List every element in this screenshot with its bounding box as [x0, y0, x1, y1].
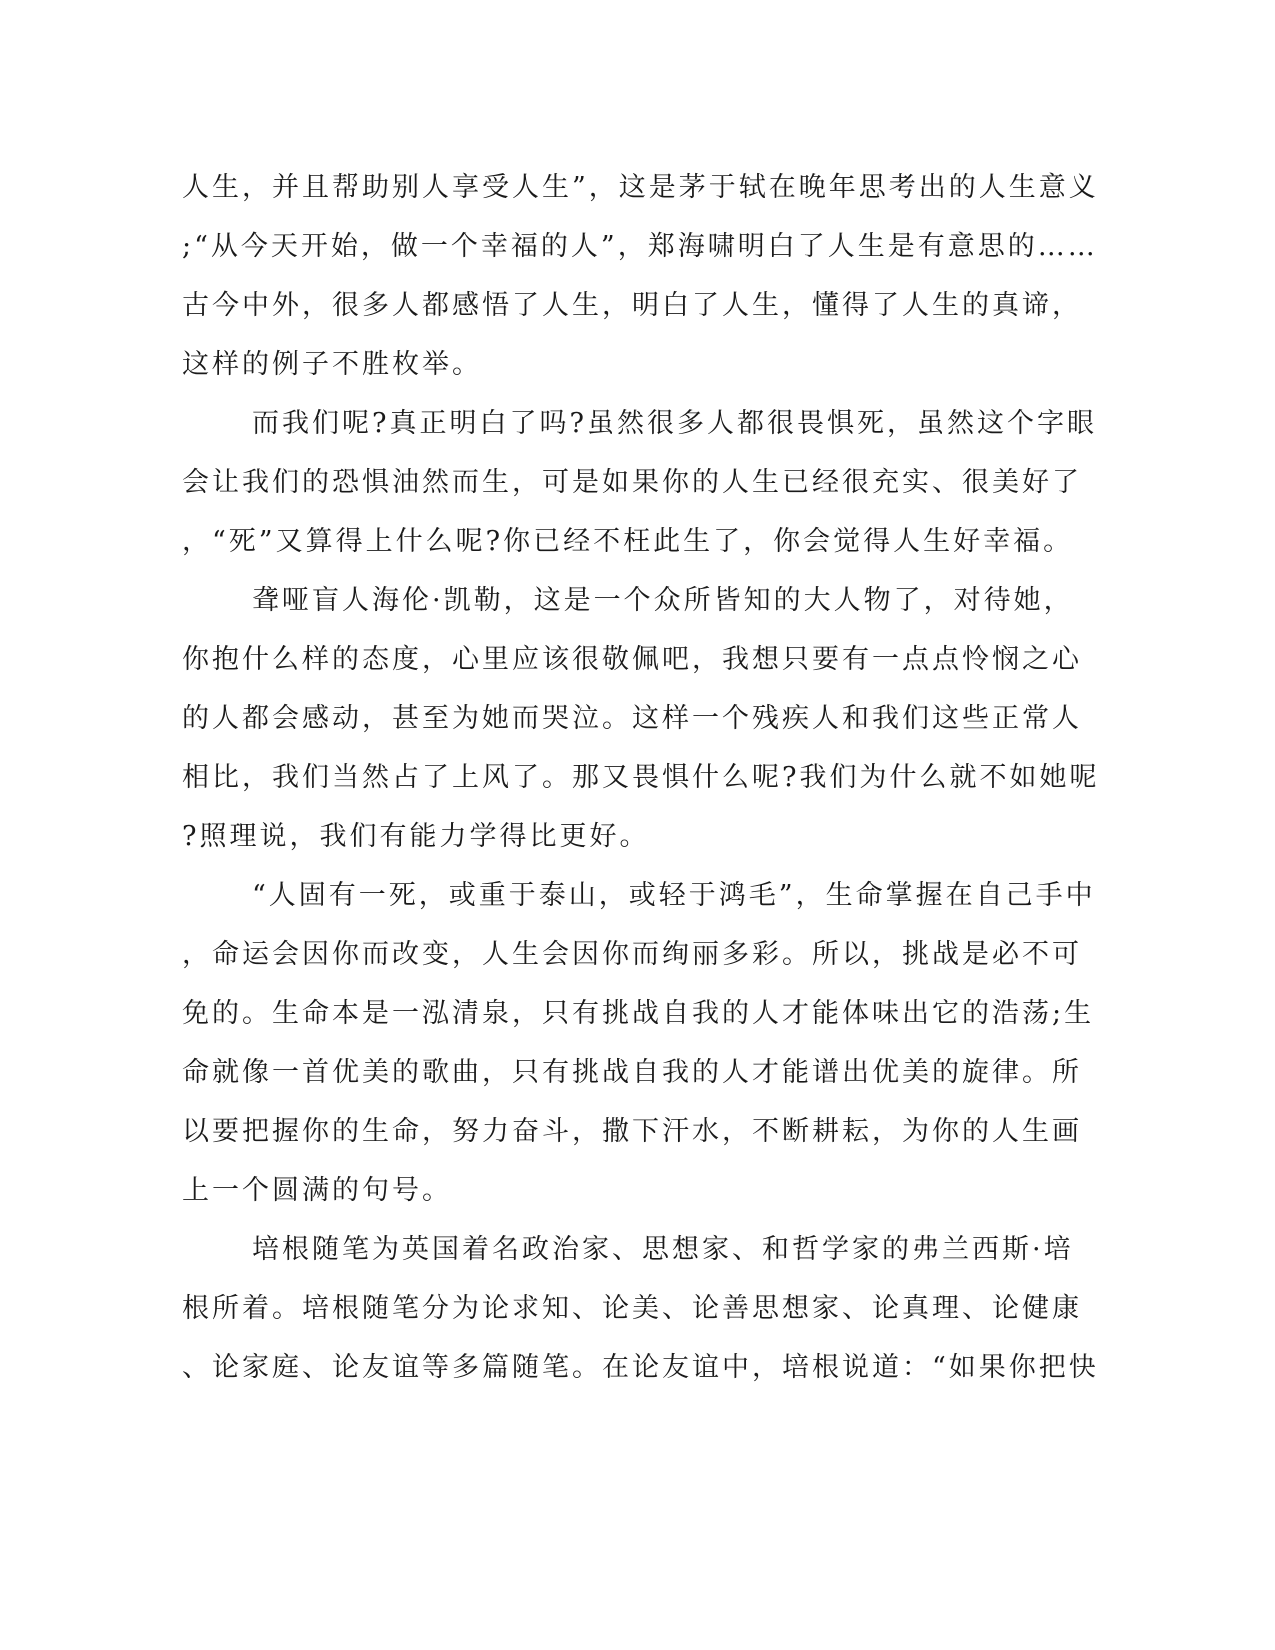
- text-line: 相比，我们当然占了上风了。那又畏惧什么呢?我们为什么就不如她呢: [182, 762, 1100, 793]
- paragraph-first-line: 培根随笔为英国着名政治家、思想家、和哲学家的弗兰西斯·培: [252, 1234, 1074, 1265]
- text-line: 这样的例子不胜枚举。: [182, 349, 482, 380]
- text-line: 古今中外，很多人都感悟了人生，明白了人生，懂得了人生的真谛，: [182, 290, 1082, 321]
- text-line: 人生，并且帮助别人享受人生”，这是茅于轼在晚年思考出的人生意义: [182, 172, 1099, 203]
- document-body: [182, 158, 1100, 1397]
- text-line: 免的。生命本是一泓清泉，只有挑战自我的人才能体味出它的浩荡;生: [182, 998, 1095, 1029]
- text-line: 、论家庭、论友谊等多篇随笔。在论友谊中，培根说道：“如果你把快: [182, 1352, 1099, 1383]
- text-line: 根所着。培根随笔分为论求知、论美、论善思想家、论真理、论健康: [182, 1293, 1082, 1324]
- text-line: 会让我们的恐惧油然而生，可是如果你的人生已经很充实、很美好了: [182, 467, 1082, 498]
- paragraph-first-line: 聋哑盲人海伦·凯勒，这是一个众所皆知的大人物了，对待她，: [252, 585, 1074, 616]
- text-line: ?照理说，我们有能力学得比更好。: [182, 821, 650, 852]
- text-line: ，命运会因你而改变，人生会因你而绚丽多彩。所以，挑战是必不可: [182, 939, 1082, 970]
- paragraph-first-line: “人固有一死，或重于泰山，或轻于鸿毛”，生命掌握在自己手中: [252, 880, 1096, 911]
- text-line: 你抱什么样的态度，心里应该很敬佩吧，我想只要有一点点怜悯之心: [182, 644, 1082, 675]
- text-line: ;“从今天开始，做一个幸福的人”，郑海啸明白了人生是有意思的……: [182, 231, 1098, 262]
- text-line: 以要把握你的生命，努力奋斗，撒下汗水，不断耕耘，为你的人生画: [182, 1116, 1082, 1147]
- text-line: ，“死”又算得上什么呢?你已经不枉此生了，你会觉得人生好幸福。: [182, 526, 1074, 557]
- paragraph-first-line: 而我们呢?真正明白了吗?虽然很多人都很畏惧死，虽然这个字眼: [252, 408, 1097, 439]
- text-line: 命就像一首优美的歌曲，只有挑战自我的人才能谱出优美的旋律。所: [182, 1057, 1082, 1088]
- text-line: 上一个圆满的句号。: [182, 1175, 452, 1206]
- text-line: 的人都会感动，甚至为她而哭泣。这样一个残疾人和我们这些正常人: [182, 703, 1082, 734]
